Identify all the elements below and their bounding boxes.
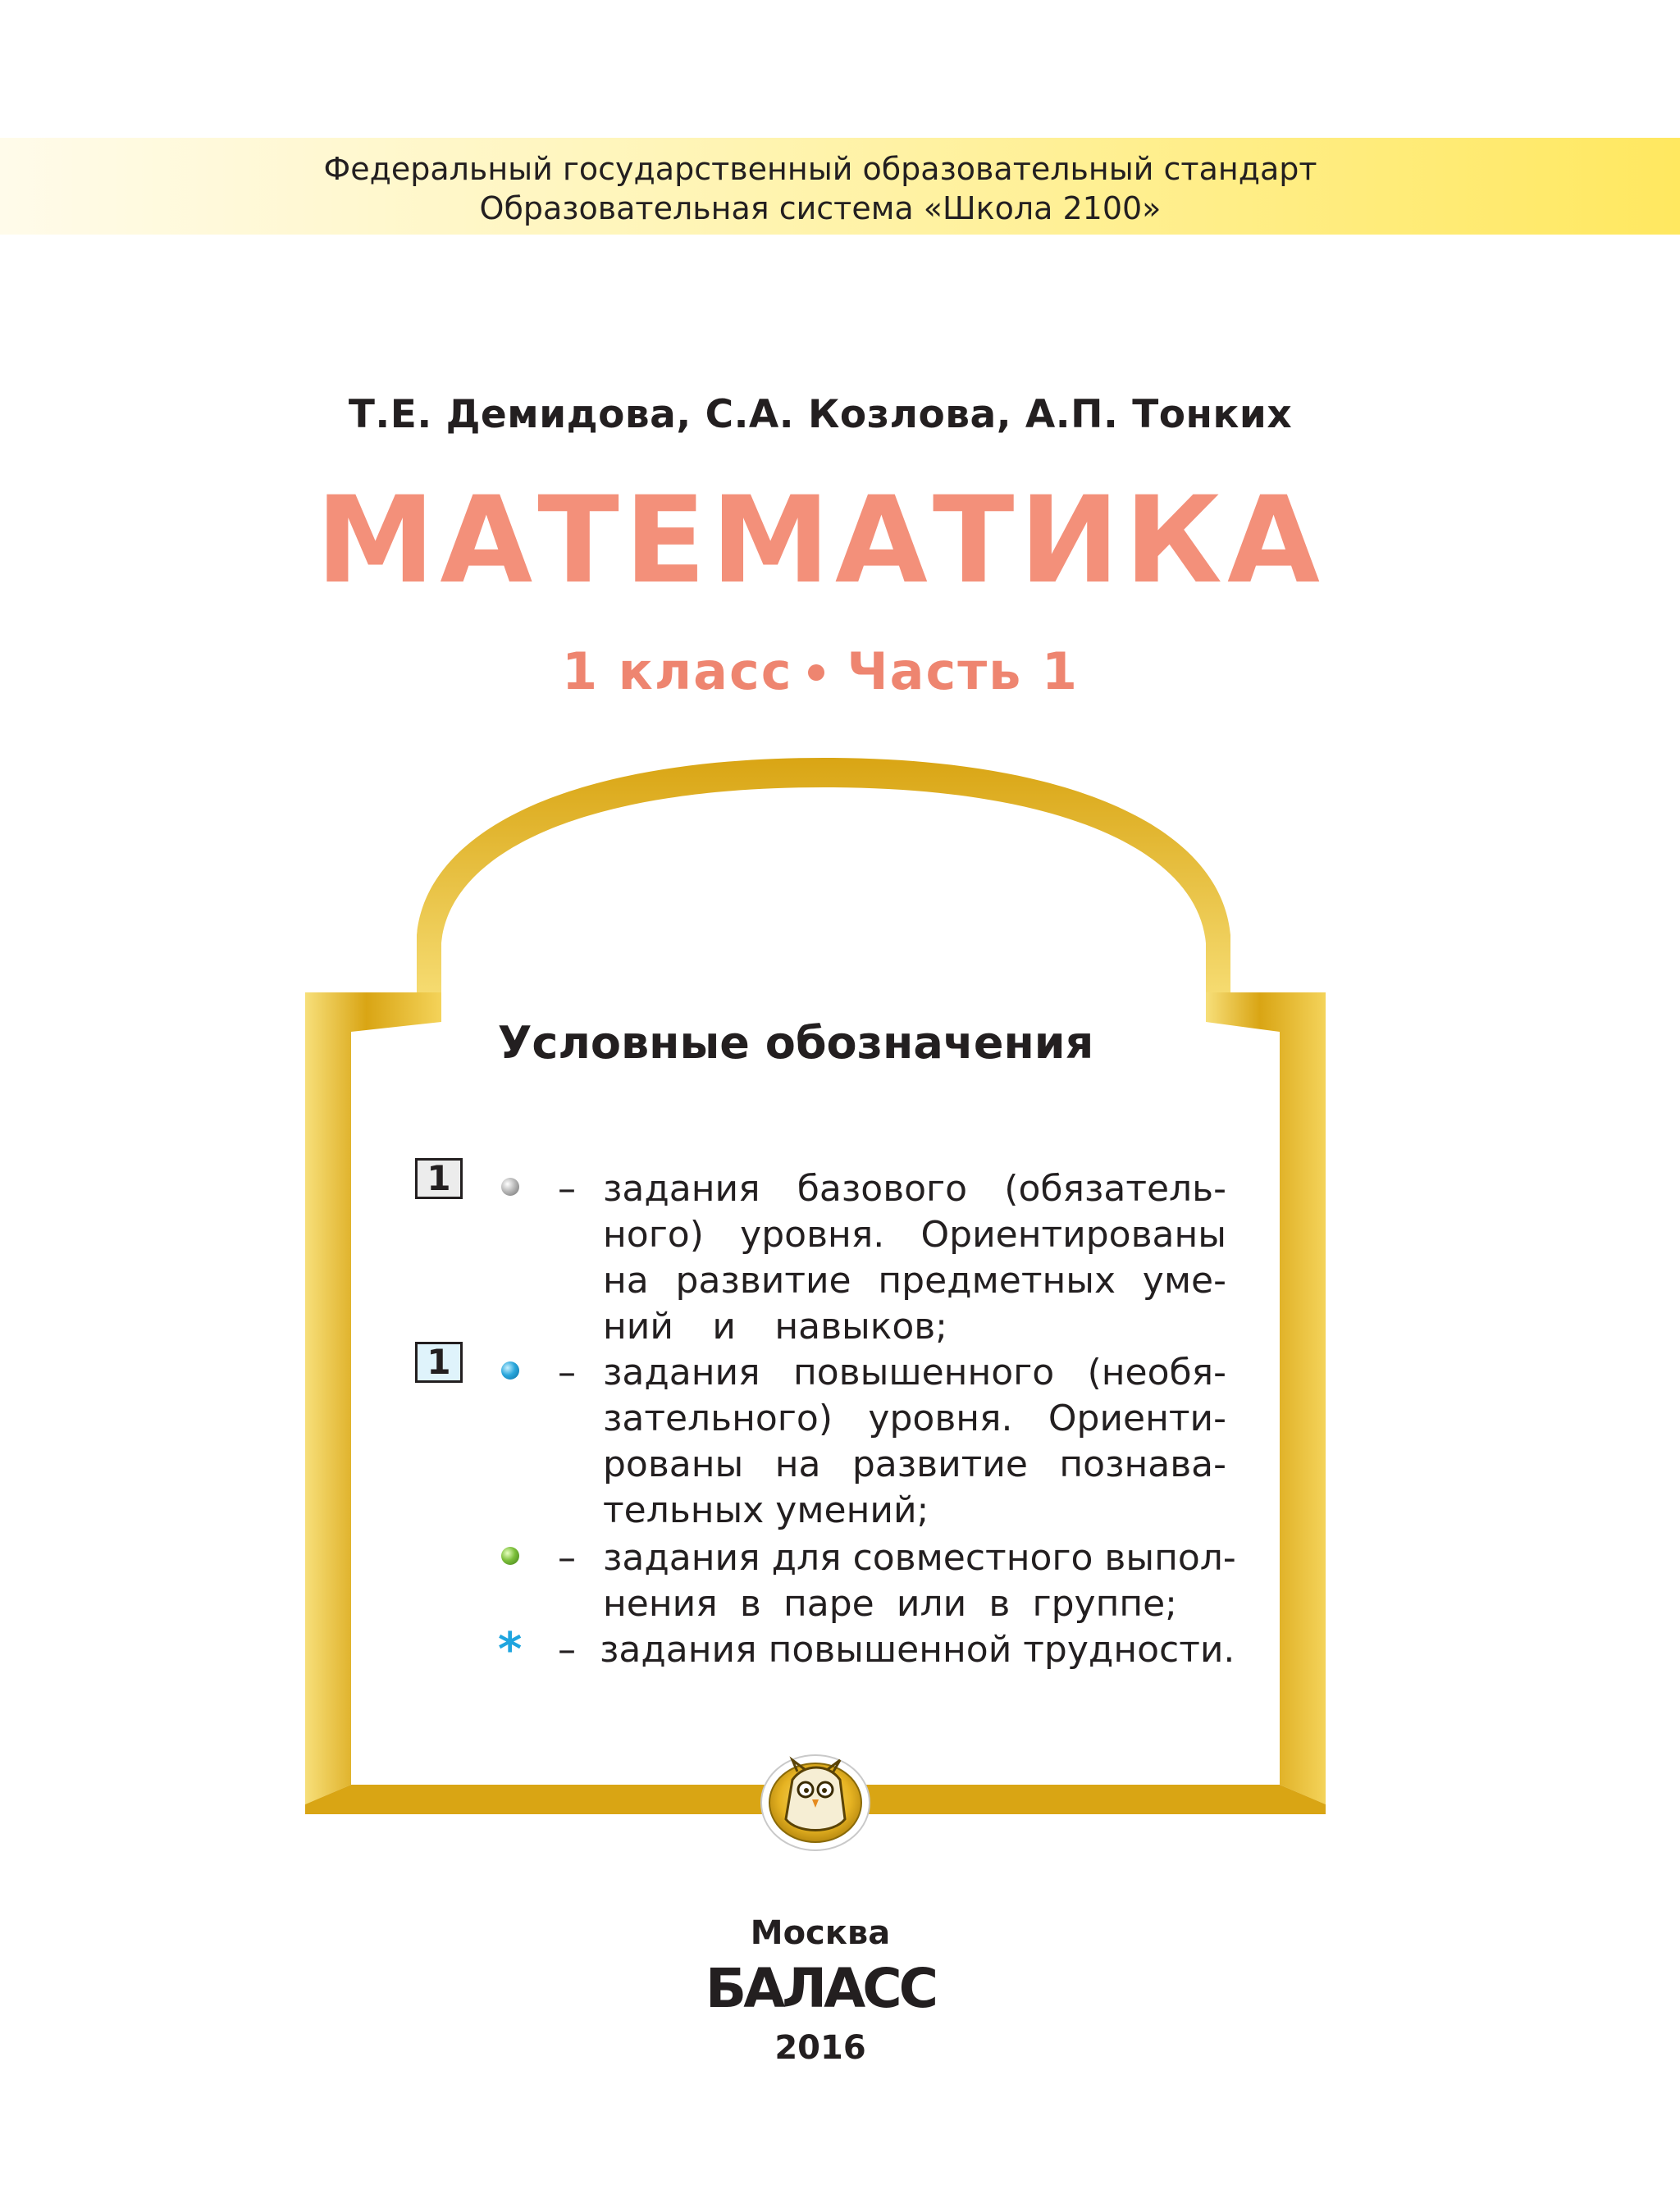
legend-item-advanced-line: тельных умений; <box>603 1489 929 1531</box>
legend-item-basic-line: ного) уровня. Ориентированы <box>603 1214 1226 1256</box>
legend-item-advanced-line: рованы на развитие познава- <box>603 1444 1226 1485</box>
legend-item-group-line: задания для совместного выпол- <box>603 1537 1236 1579</box>
advanced-task-number-box: 1 <box>415 1342 463 1383</box>
blue-bullet-icon <box>501 1361 519 1380</box>
legend-item-hard-line: задания повышенной трудности. <box>600 1629 1235 1671</box>
legend-dash: – <box>558 1352 576 1393</box>
publication-city: Москва <box>750 1914 891 1952</box>
owl-medallion-icon <box>761 1755 870 1850</box>
frame-arch <box>417 758 1230 997</box>
publication-year: 2016 <box>774 2029 866 2067</box>
basic-task-number-box: 1 <box>415 1158 463 1199</box>
asterisk-icon: * <box>498 1623 523 1676</box>
gray-bullet-icon <box>501 1178 519 1196</box>
legend-item-advanced-line: задания повышенного (необя- <box>603 1352 1226 1393</box>
authors: Т.Е. Демидова, С.А. Козлова, А.П. Тонких <box>348 392 1293 437</box>
grade-label: 1 класс <box>561 641 793 701</box>
education-system-line: Образовательная система «Школа 2100» <box>479 190 1162 226</box>
legend-title: Условные обозначения <box>497 1017 1094 1069</box>
part-label: Часть 1 <box>847 641 1080 701</box>
green-bullet-icon <box>501 1547 519 1565</box>
legend-item-basic-line: ний и навыков; <box>603 1306 947 1348</box>
legend-item-basic-line: на развитие предметных уме- <box>603 1260 1226 1302</box>
legend-dash: – <box>558 1629 576 1671</box>
legend-dash: – <box>558 1537 576 1579</box>
standard-line: Федеральный государственный образовательный стандарт <box>323 151 1317 187</box>
legend-item-basic-line: задания базового (обязатель- <box>603 1168 1226 1210</box>
book-title: МАТЕМАТИКА <box>316 471 1325 610</box>
publisher-logo: БАЛАСС <box>705 1957 936 2020</box>
frame-left-shoulder <box>305 992 441 1804</box>
legend-dash: – <box>558 1168 576 1210</box>
legend-item-group-line: нения в паре или в группе; <box>603 1583 1177 1625</box>
legend-item-advanced-line: зательного) уровня. Ориенти- <box>603 1398 1226 1439</box>
